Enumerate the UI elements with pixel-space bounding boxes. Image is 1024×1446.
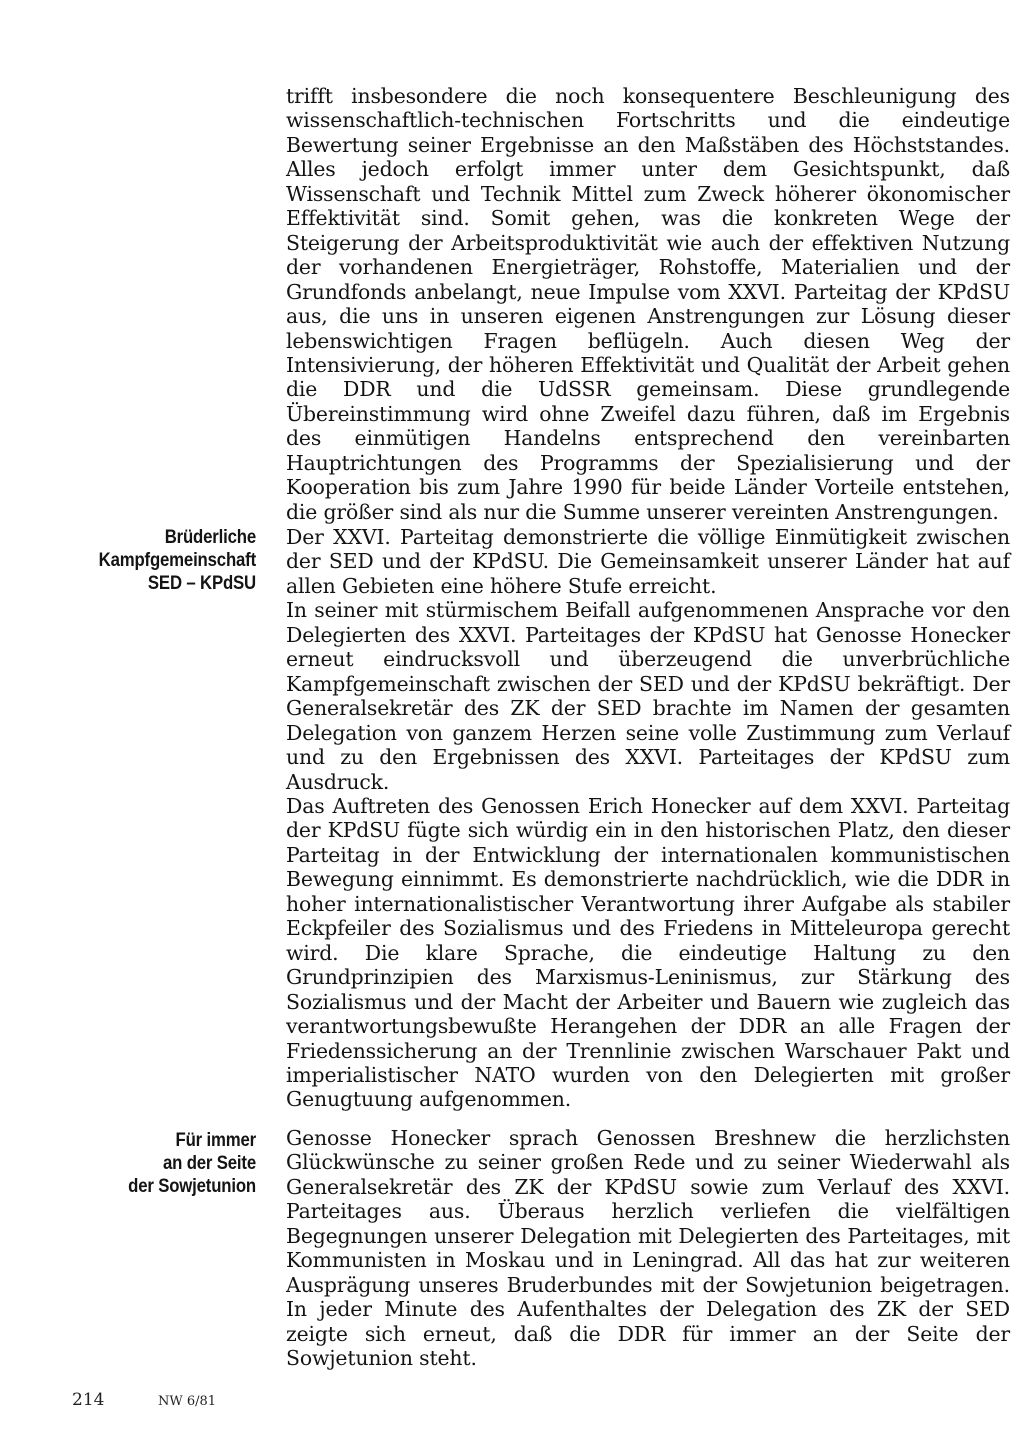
page-number: 214 <box>72 1390 105 1410</box>
paragraph-text: Das Auftreten des Genossen Erich Honecker auf dem XXVI. Parteitag der KPdSU fügte sich würdig ein in den historischen Platz, den dieser Parteitag in der Entwicklung der internationalen kommunistischen Bewegung einnimmt. Es demonstrierte nachdrücklich, wie die DDR in hoher internationalistischer Verantwortung ihrer Aufgabe als stabiler Eckpfeiler des Sozialismus und des Friedens in Mitteleuropa gerecht wird. Die klare Sprache, die eindeutige Haltung zu den Grundprinzipien des Marxismus-Leninismus, zur Stärkung des Sozialismus und der Macht der Arbeiter und Bauern wie zugleich das verantwortungsbewußte Herangehen der DDR an alle Fragen der Friedenssicherung an der Trennlinie zwischen Warschauer Pakt und imperialistischer NATO wurden von den Delegierten mit großer Genugtuung aufgenommen. <box>286 793 1010 1112</box>
heading-line: SED – KPdSU <box>147 572 256 594</box>
section-soviet-union <box>286 1126 1010 1371</box>
margin-heading-brotherly-alliance <box>70 526 256 595</box>
issue-label: NW 6/81 <box>158 1394 217 1409</box>
heading-line: Brüderliche <box>164 526 256 548</box>
heading-line: an der Seite <box>162 1152 256 1174</box>
heading-line: Kampfgemeinschaft <box>98 549 257 571</box>
paragraph-intro <box>286 84 1010 524</box>
paragraph-text: In seiner mit stürmischem Beifall aufgenommenen Ansprache vor den Delegierten des XXVI. Parteitages der KPdSU hat Genosse Honecker erneut eindrucksvoll und überzeugend die unverbrüchliche Kampfgemeinschaft zwischen der SED und der KPdSU bekräftigt. Der Generalsekretär des ZK der SED brachte im Namen der gesamten Delegation von ganzem Herzen seine volle Zustimmung zum Verlauf und zu den Ergebnissen des XXVI. Parteitages der KPdSU zum Ausdruck. <box>286 598 1010 794</box>
heading-line: der Sowjetunion <box>128 1175 256 1197</box>
margin-heading-soviet-union <box>70 1129 256 1198</box>
paragraph-text: trifft insbesondere die noch konsequentere Beschleunigung des wissenschaftlich-technischen Fortschritts und die eindeutige Bewertung seiner Ergebnisse an den Maßstäben des Höchststandes. Alles jedoch erfolgt immer unter dem Gesichtspunkt, daß Wissenschaft und Technik Mittel zum Zweck höherer ökonomischer Effektivität sind. Somit gehen, was die konkreten Wege der Steigerung der Arbeitsproduktivität wie auch der effektiven Nutzung der vorhandenen Energieträger, Rohstoffe, Materialien und der Grundfonds anbelangt, neue Impulse vom XXVI. Parteitag der KPdSU aus, die uns in unseren eigenen Anstrengungen zur Lösung dieser lebenswichtigen Fragen beflügeln. Auch diesen Weg der Intensivierung, der höheren Effektivität und Qualität der Arbeit gehen die DDR und die UdSSR gemeinsam. Diese grundlegende Übereinstimmung wird ohne Zweifel dazu führen, daß im Ergebnis des einmütigen Handelns entsprechend den vereinbarten Hauptrichtungen des Programms der Spezialisierung und der Kooperation bis zum Jahre 1990 für beide Länder Vorteile entstehen, die größer sind als nur die Summe unserer vereinten Anstrengungen. <box>286 84 1010 524</box>
paragraph-text: Der XXVI. Parteitag demonstrierte die völlige Einmütigkeit zwischen der SED und der KPdSU. Die Gemeinsamkeit unserer Länder hat auf allen Gebieten eine höhere Stufe erreicht. <box>286 525 1010 598</box>
paragraph-text: Genosse Honecker sprach Genossen Breshnew die herzlichsten Glückwünsche zu seiner großen Rede und zu seiner Wiederwahl als Generalsekretär des ZK der KPdSU sowie zum Verlauf des XXVI. Parteitages aus. Überaus herzlich verliefen die vielfältigen Begegnungen unserer Delegation mit Delegierten des Parteitages, mit Kommunisten in Moskau und in Leningrad. All das hat zur weiteren Ausprägung unseres Bruderbundes mit der Sowjetunion beigetragen. In jeder Minute des Aufenthaltes der Delegation des ZK der SED zeigte sich erneut, daß die DDR für immer an der Seite der Sowjetunion steht. <box>286 1126 1010 1371</box>
heading-line: Für immer <box>175 1129 256 1151</box>
section-brotherly-alliance <box>286 525 1010 1112</box>
